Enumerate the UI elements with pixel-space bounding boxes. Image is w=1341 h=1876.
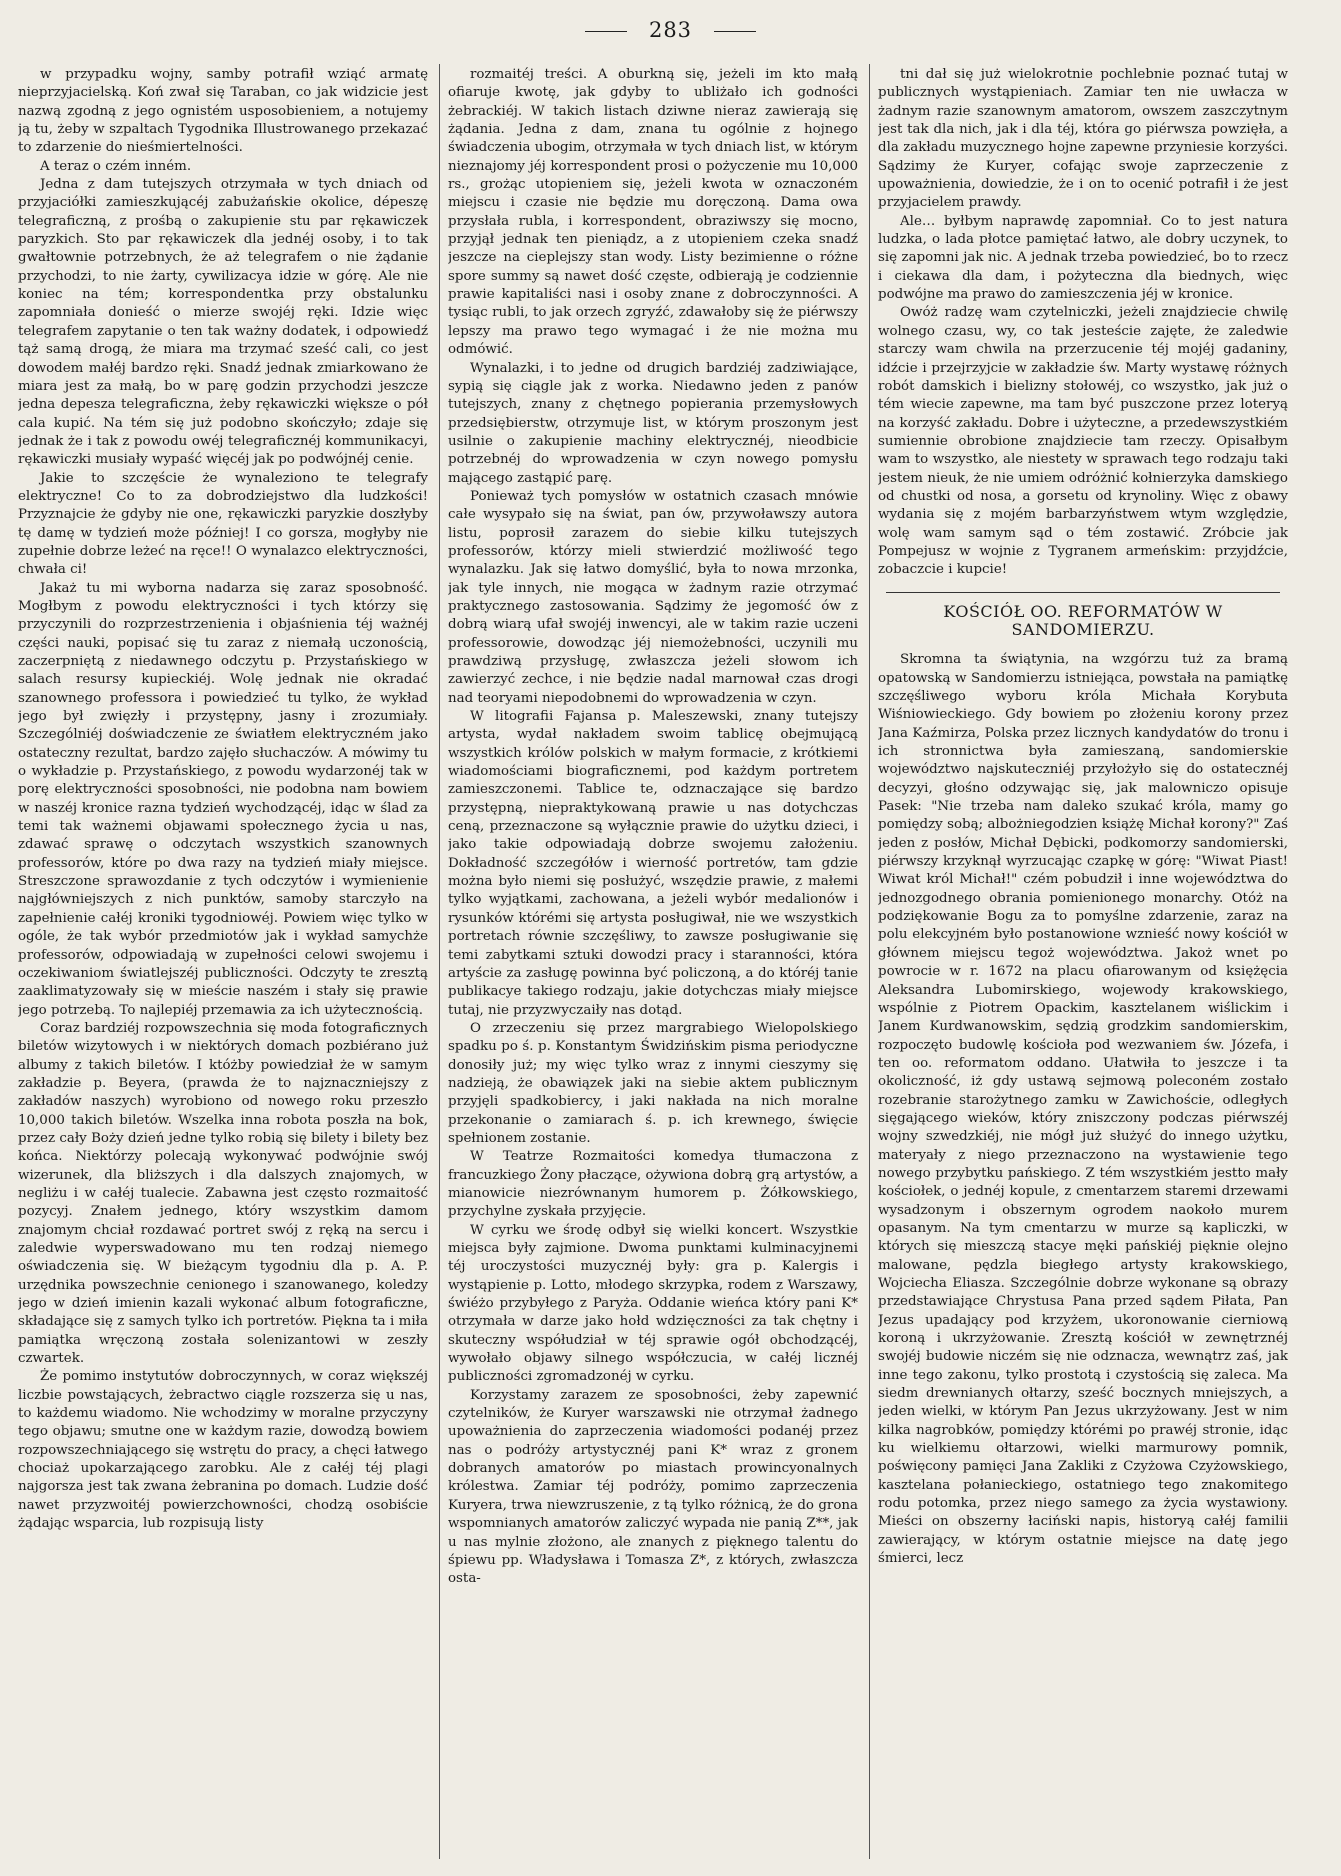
header-dash-left xyxy=(585,31,627,32)
paragraph: Coraz bardziéj rozpowszechnia się moda fotograficznych biletów wizytowych i w niektórych domach pozbiérano już albumy z takich biletów. I któżby powiedział że w samym zakładzie p. Beyera, (prawda że to najznaczniejszy z zakładów naszych) wyrobiono od nowego roku przeszło 10,000 takich biletów. Wszelka inna robota poszła na bok, przez cały Boży dzień jedne tylko robią się bilety i bilety bez końca. Niektórzy polecają wykonywać podwójnie swój wizerunek, dla bliższych i dla dalszych znajomych, w negliżu i w całéj tualecie. Zabawna jest często rozmaitość pozycyj. Znałem jednego, który wszystkim damom znajomym chciał rozdawać portret swój z ręką na sercu i zaledwie wyperswadowano mu ten rodzaj niemego oświadczenia się. W bieżącym tygodniu dla p. A. P. urzędnika powszechnie cenionego i szanowanego, koledzy jego w dzień imienin kazali wykonać album fotograficzne, składające się z samych tylko ich portretów. Piękna ta i miła pamiątka wręczoną została solenizantowi w zeszły czwartek. xyxy=(18,1020,428,1367)
paragraph: Ponieważ tych pomysłów w ostatnich czasach mnówie całe wysypało się na świat, pan ów, przywoławszy autora listu, poprosił zarazem do siebie kilku tutejszych professorów, którzy mieli stwierdzić możliwość tego wynalazku. Jak się łatwo domyślić, była to nowa mrzonka, jak tyle innych, nie mogąca w żadnym razie otrzymać praktycznego zastosowania. Sądzimy że jegomość ów z dobrą wiarą ufał swojéj inwencyi, ale w takim razie uczeni professorowie, dowodząc jéj niemożebności, uczynili mu prawdziwą przysługę, zwłaszcza jeżeli słowom ich zawierzyć zechce, i nie będzie nadal marnował czas drogi nad teoryami niepodobnemi do wprowadzenia w czyn. xyxy=(448,488,858,706)
header-dash-right xyxy=(714,31,756,32)
page-number: 283 xyxy=(648,18,693,42)
column-rule-right xyxy=(869,64,870,1859)
column-2 xyxy=(448,66,858,1856)
paragraph: Ale… byłbym naprawdę zapomniał. Co to jest natura ludzka, o lada płotce pamiętać łatwo, ale dobry uczynek, to się zapomni jak nic. A jednak trzeba powiedzieć, bo to rzecz i ciekawa dla dam, i pożyteczna dla biednych, więc podwójne ma prawo do zamieszczenia jéj w kronice. xyxy=(878,213,1288,303)
page-header xyxy=(0,18,1341,42)
paragraph: Skromna ta świątynia, na wzgórzu tuż za bramą opatowską w Sandomierzu istniejąca, powstała na pamiątkę szczęśliwego wyboru króla Michała Korybuta Wiśniowieckiego. Gdy bowiem po złożeniu korony przez Jana Kaźmirza, Polska przez licznych kandydatów do tronu i ich stronnictwa była zamieszaną, sandomierskie województwo najskuteczniéj przyłożyło się do ostatecznéj decyzyi, głośno odzywając się, jak malowniczo opisuje Pasek: "Nie trzeba nam daleko szukać króla, mamy go pomiędzy sobą; albożniegodzien książę Michał korony?" Zaś jeden z posłów, Michał Dębicki, podkomorzy sandomierski, piérwszy krzyknął wyrzucając czapkę w górę: "Wiwat Piast! Wiwat król Michał!" czém pobudził i inne województwa do jednozgodnego obrania pomienionego monarchy. Otóż na podziękowanie Bogu za to pomyślne zdarzenie, zaraz na polu elekcyjném było postanowione wznieść nowy kościół w głównem miejscu tegoż województwa. Jakoż wnet po powrocie w r. 1672 na placu ofiarowanym od księżęcia Aleksandra Lubomirskiego, wojewody krakowskiego, wspólnie z Piotrem Opackim, kasztelanem wiślickim i Janem Kurdwanowskim, sędzią grodzkim sandomierskim, rozpoczęto budowlę kościoła pod wezwaniem św. Józefa, i ten oo. reformatom oddano. Ułatwiła to jeszcze i ta okoliczność, iż gdy ustawą sejmową poleconém zostało rozebranie starożytnego zamku w Zawichoście, odległych sięgającego wieków, który zniszczony podczas piérwszéj wojny szwedzkiéj, nie mógł już służyć do innego użytku, materyały z niego przeznaczono na wystawienie tego nowego przybytku pańskiego. Z tém wszystkiém jestto mały kościołek, o jednéj kopule, z cmentarzem staremi drzewami wysadzonym i obszernym ogrodem naokoło murem opasanym. Na tym cmentarzu w murze są kapliczki, w których się mieszczą stacye męki pańskiéj pięknie olejno malowane, pędzla biegłego artysty krakowskiego, Wojciecha Eliasza. Szczególnie dobrze wykonane są obrazy przedstawiające Chrystusa Pana przed sądem Piłata, Pan Jezus upadający pod krzyżem, ukoronowanie cierniową koroną i ukrzyżowanie. Zresztą kościół w zewnętrznéj swojéj budowie niczém się nie odznacza, wewnątrz zaś, jak inne tego zakonu, tylko prostotą i czystością się zaleca. Ma siedm drewnianych ołtarzy, sześć bocznych mniejszych, a jeden wielki, w którym Pan Jezus ukrzyżowany. Jest w nim kilka nagrobków, pomiędzy którémi po prawéj stronie, idąc ku wielkiemu ołtarzowi, wielki marmurowy pomnik, poświęcony pamięci Jana Zakliki z Czyżowa Czyżowskiego, kasztelana połanieckiego, ostatniego tego znakomitego rodu potomka, przez niego samego za życia wystawiony. Mieści on obszerny łaciński napis, historyą całéj familii zawierający, w którym ostatnie miejsce na datę jego śmierci, lecz xyxy=(878,652,1288,1567)
paragraph: Korzystamy zarazem ze sposobności, żeby zapewnić czytelników, że Kuryer warszawski nie otrzymał żadnego upoważnienia do zaprzeczenia wiadomości podanéj przez nas o podróży artystycznéj pani K* wraz z gronem dobranych amatorów po miastach prowincyonalnych królestwa. Zamiar téj podróży, pomimo zaprzeczenia Kuryera, trwa niewzruszenie, z tą tylko różnicą, że do grona wspomnianych amatorów zaliczyć wypada nie panią Z**, jak u nas mylnie złożono, ale znanych z pięknego talentu do śpiewu pp. Władysława i Tomasza Z*, z których, zwłaszcza osta- xyxy=(448,1387,858,1587)
column-1 xyxy=(18,66,428,1856)
paragraph: Owóż radzę wam czytelniczki, jeżeli znajdziecie chwilę wolnego czasu, wy, co tak jesteście zajęte, że zaledwie starczy wam chwila na przerzucenie téj mojéj gadaniny, idźcie i przejrzyjcie w zakładzie św. Marty wystawę różnych robót damskich i bielizny stołowéj, co wszystko, jak już o tém wiecie zapewne, ma tam być puszczone przez loteryą na korzyść zakładu. Dobre i użyteczne, a przedewszystkiém sumiennie obrobione znajdziecie tam rzeczy. Opisałbym wam to wszystko, ale niestety w sprawach tego rodzaju taki jestem nieuk, że nie umiem odróżnić kołnierzyka damskiego od chustki od nosa, a gorsetu od krynoliny. Więc z obawy wydania się z mojém barbarzyństwem wtym względzie, wolę wam samym sąd o tém zostawić. Zróbcie jak Pompejusz w wojnie z Tygranem armeńskim: przyjdźcie, zobaczcie i kupcie! xyxy=(878,305,1288,578)
section-divider xyxy=(886,592,1280,593)
paragraph: W Teatrze Rozmaitości komedya tłumaczona z francuzkiego Żony płaczące, ożywiona dobrą grą artystów, a mianowicie niezrównanym humorem p. Żółkowskiego, przychylne zyskała przyjęcie. xyxy=(448,1149,858,1220)
paragraph: O zrzeczeniu się przez margrabiego Wielopolskiego spadku po ś. p. Konstantym Świdzińskim pisma periodyczne donosiły już; my więc tylko wraz z innymi cieszymy się nadzieją, że obawiązek jaki na siebie aktem publicznym przyjęli spadkobiercy, i jaki nakłada na nich moralne przekonanie o zamiarach ś. p. ich krewnego, święcie spełnionem zostanie. xyxy=(448,1020,858,1146)
paragraph: Jakaż tu mi wyborna nadarza się zaraz sposobność. Mogłbym z powodu elektryczności i tych którzy się przyczynili do rozprzestrzenienia i objaśnienia téj ważnéj części nauki, popisać się tu zaraz z niemałą uczonością, zaczerpniętą z niedawnego odczytu p. Przystańskiego w salach resursy kupieckiéj. Wolę jednak nie okradać szanownego professora i powiedzieć tu tylko, że wykład jego był zwięzły i przystępny, jasny i zrozumiały. Szczególniéj doświadczenie ze światłem elektryczném jako ostateczny rezultat, bardzo zajęło słuchaczów. A mówimy tu o wykładzie p. Przystańskiego, z powodu wydarzonéj tak w porę elektryczności sposobności, nie podobna nam bowiem w naszéj kronice razna tydzień wychodzącéj, idąc w ślad za temi tak ważnemi objawami społecznego życia u nas, zdawać sprawę o odczytach wszystkich szanownych professorów, które po dwa razy na tydzień miały miejsce. Streszczone sprawozdanie z tych odczytów i wymienienie najgłówniejszych z nich punktów, samoby starczyło na zapełnienie całéj kroniki tygodniowéj. Powiem więc tylko w ogóle, że tak wybór przedmiotów jak i wykład samychże professorów, odpowiadają w zupełności celowi swojemu i oczekiwaniom światlejszéj publiczności. Odczyty te zresztą zaaklimatyzowały się w mieście naszém i stały się prawie jego potrzebą. To najlepiéj przemawia za ich użytecznością. xyxy=(18,580,428,1018)
paragraph: W litografii Fajansa p. Maleszewski, znany tutejszy artysta, wydał nakładem swoim tablicę obejmującą wszystkich królów polskich w małym formacie, z krótkiemi wiadomościami biograficznemi, pod każdym portretem zamieszczonemi. Tablice te, odznaczające się bardzo przystępną, niepraktykowaną prawie u nas dotychczas ceną, przeznaczone są wyłącznie prawie do użytku dzieci, i jako takie odpowiadają dobrze swojemu założeniu. Dokładność szczegółów i wierność portretów, tam gdzie można było niemi się posłużyć, wszędzie prawie, z małemi tylko wyjątkami, zachowana, a jeżeli wybór medalionów i rysunków którémi się artysta posługiwał, nie we wszystkich portretach równie szczęśliwy, to zawsze posługiwanie się temi zabytkami sztuki dowodzi pracy i staranności, która artyście za zasługę powinna być policzoną, a do któréj tanie publikacye takiego rodzaju, jakie dotychczas miały miejsce tutaj, nie przyzwyczaiły nas dotąd. xyxy=(448,709,858,1018)
paragraph: Wynalazki, i to jedne od drugich bardziéj zadziwiające, sypią się ciągle jak z worka. Niedawno jeden z panów tutejszych, znany z chętnego popierania przemysłowych przedsiębierstw, otrzymuje list, w którym proszonym jest usilnie o zakupienie machiny elektrycznéj, nieodbicie potrzebnéj do wprowadzenia w czyn nowego pomysłu mającego zastąpić parę. xyxy=(448,360,858,486)
paragraph: rozmaitéj treści. A oburkną się, jeżeli im kto małą ofiaruje kwotę, jak gdyby to ubliżało ich godności żebrackiéj. W takich listach dziwne nieraz zawierają się żądania. Jedna z dam, znana tu ogólnie z hojnego świadczenia ubogim, otrzymała w tych dniach list, w którym nieznajomy jéj korrespondent prosi o pożyczenie mu 10,000 rs., grożąc utopieniem się, jeżeli kwota w oznaczoném miejscu i czasie nie będzie mu doręczoną. Dama owa przysłała rubla, i korrespondent, obraziwszy się mocno, przyjął jednak ten pieniądz, a z utopieniem czeka snadź jeszcze na cieplejszy stan wody. Listy bezimienne o różne spore summy są nawet dość częste, odbierają je codziennie prawie kapitaliści nasi i osoby znane z dobroczynności. A tysiąc rubli, to jak orzech zgryźć, zdawałoby się że piérwszy lepszy ma prawo tego wymagać i że nie można mu odmówić. xyxy=(448,67,858,358)
paragraph: Jedna z dam tutejszych otrzymała w tych dniach od przyjaciółki zamieszkującéj zabużańskie okolice, dépeszę telegraficzną, z prośbą o zakupienie stu par rękawiczek paryzkich. Sto par rękawiczek dla jednéj osoby, i to tak gwałtownie potrzebnych, że aż telegrafem o nie żądanie przychodzi, to nie żarty, cywilizacya idzie w górę. Ale nie koniec na tém; korrespondentka przy obstalunku zapomniała donieść o mierze swojéj ręki. Idzie więc telegrafem zapytanie o ten tak ważny dodatek, i odpowiedź tąż samą drogą, że miara ma trzymać sześć cali, co jest dowodem małéj bardzo ręki. Snadź jednak zmiarkowano że miara jest za małą, bo w parę godzin przychodzi jeszcze jedna depesza telegraficzna, żeby rękawiczki większe o pół cala kupić. Na tém się już podobno skończyło; zdaje się jednak że i tak z powodu owéj telegraficznéj kommunikacyi, rękawiczki musiały wypaść więcéj jak po podwójnéj cenie. xyxy=(18,177,428,468)
paragraph: tni dał się już wielokrotnie pochlebnie poznać tutaj w publicznych wystąpieniach. Zamiar ten nie uwłacza w żadnym razie szanownym amatorom, owszem zaszczytnym jest tak dla nich, jak i dla téj, która go piérwsza powzięła, a dla zakładu muzycznego hojne zapewne przyniesie korzyści. Sądzimy że Kuryer, cofając swoje zaprzeczenie z upoważnienia, dowiedzie, że i on to ocenić potrafił i że jest przyjacielem prawdy. xyxy=(878,67,1288,211)
column-rule-left xyxy=(439,64,440,1859)
column-3 xyxy=(878,66,1288,1856)
paragraph: W cyrku we środę odbył się wielki koncert. Wszystkie miejsca były zajmione. Dwoma punktami kulminacyjnemi téj uroczystości muzycznéj były: gra p. Kalergis i wystąpienie p. Lotto, młodego skrzypka, rodem z Warszawy, świéżo przybyłego z Paryża. Oddanie wieńca który pani K* otrzymała w darze jako hołd wdzięczności za tak chętny i skuteczny współudział w téj sprawie ogół obchodzącéj, wywołało objawy silnego współczucia, w całéj licznéj publiczności zgromadzonéj w cyrku. xyxy=(448,1222,858,1385)
paragraph: Jakie to szczęście że wynaleziono te telegrafy elektryczne! Co to za dobrodziejstwo dla ludzkości! Przyznajcie że gdyby nie one, rękawiczki paryzkie doszłyby tę damę w tydzień może później! I co gorsza, mogłyby nie zupełnie dobrze leżeć na ręce!! O wynalazco elektryczności, chwała ci! xyxy=(18,470,428,578)
section-title: KOŚCIÓŁ OO. REFORMATÓW W SANDOMIERZU. xyxy=(943,601,1223,639)
paragraph: Że pomimo instytutów dobroczynnych, w coraz większéj liczbie powstających, żebractwo ciągle rozszerza się u nas, to każdemu wiadomo. Nie wchodzimy w moralne przyczyny tego objawu; smutne one w każdym razie, dowodzą bowiem rozpowszechniającego się wstrętu do pracy, a chęci łatwego chociaż upokarzającego zarobku. Ale z całéj téj plagi najgorsza jest tak zwana żebranina po domach. Ludzie dość nawet przyzwoitéj powierzchowności, chodzą osobiście żądając wsparcia, lub rozpisują listy xyxy=(18,1369,428,1532)
paragraph: A teraz o czém inném. xyxy=(40,158,192,174)
paragraph: w przypadku wojny, samby potrafił wziąć armatę nieprzyjacielską. Koń zwał się Taraban, co jak widzicie jest nazwą zgodną z jego ognistém usposobieniem, a notujemy ją tu, żeby w szpaltach Tygodnika Illustrowanego przekazać to zdarzenie do nieśmiertelności. xyxy=(18,67,428,156)
